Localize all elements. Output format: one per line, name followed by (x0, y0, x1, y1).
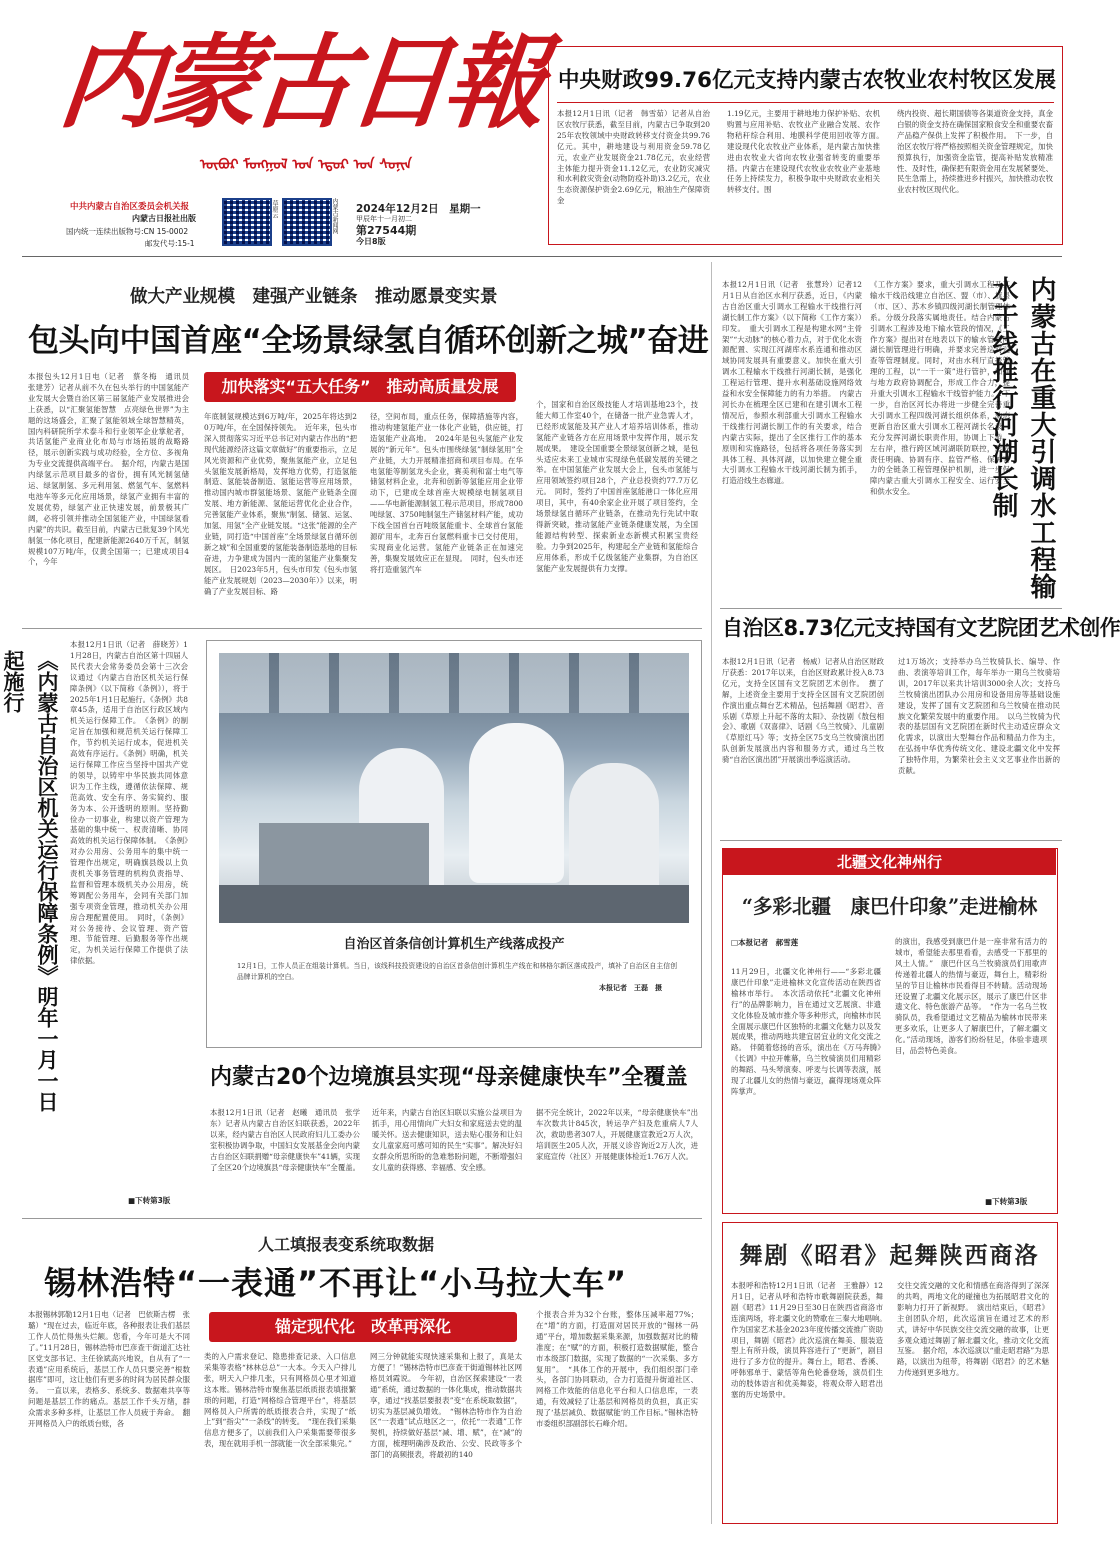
issue-date: 2024年12月2日 星期一 (356, 203, 481, 215)
page-count: 今日8版 (356, 237, 386, 246)
assembly-line-photo[interactable] (219, 653, 689, 923)
baotou-col-2: 年底制氢规模达到6万吨/年，2025年将达到20万吨/年，在全国保持领先。 近年来，包头市深入贯彻落实习近平总书记对内蒙古作出的“把现代能源经济这篇文章做好”的重要指示，立足风光资源和产业优势，聚焦氢能产业，立足包头氢能发展新格局，发挥地方优势，打造氢能制造、氢能装备制造、氢能运营等应用场景，推动国内城市群氢能场景、氢能产业链条全面发展、地方新能源、氢能运营优化企业合作，完善氢能产业体系，聚焦“制氢、储氢、运氢、加氢、用氢”全产业链发展。“这张”能源的全产业链，同打造“中国首座”全场景绿氢自循环创新之城”和全国重要的氢能装备制造基地的目标奋进，力争建成为国内一流的氢能产业集聚发展区。 日2023年5月，包头市印发《包头市氢能产业发展规划（2023—2030年）》以来，明确了产业发展目标、路 (204, 412, 357, 596)
qr-code-icon[interactable] (282, 198, 332, 246)
water-headline[interactable]: 内蒙古在重大引调水工程输水干线推行河湖长制 (988, 276, 1056, 600)
qr-label-2: 内蒙古新闻网 (331, 198, 338, 234)
zhaojun-col-2: 交往交流交融的文化和情感在商洛得到了深深的共鸣，两地文化的碰撞也为拓展昭君文化的影响力打开了新视野。 演出结束后，《昭君》主创团队介绍，此次巡演旨在通过艺术的形式，讲好中华民族交往交流交融的故事，让更多观众通过舞剧了解北疆文化，推动文化交流互鉴。 据介绍，本次巡演以“重走昭君路”为思路，以演出为纽带，将舞剧《昭君》的艺术魅力传递到更多地方。 (897, 1281, 1049, 1378)
modernization-banner: 锚定现代化 改革再深化 (209, 1312, 517, 1342)
zhaojun-headline[interactable]: 舞剧《昭君》起舞陕西商洛 (739, 1242, 1040, 1269)
top-story-box (548, 46, 1063, 245)
health-col-3: 据不完全统计，2022年以来，“母亲健康快车”出车次数共计845次，转运孕产妇及危重病人7人次，救助患者307人，开展健康宣教近2万人次，培训医生205人次，开展义诊咨询近2万人次，进家庭宣传（社区）开展健康体检近1.76万人次。 (536, 1108, 698, 1161)
beijiang-col-2: 的演出，我感受到康巴什是一座非常有活力的城市，希望能去那里看看，去感受一下那里的风土人情。” 康巴什区乌兰牧骑演员们用歌声传递着北疆人的热情与豪迈，舞台上，精彩纷呈的节目让榆林市民看得目不转睛。活动现场还设置了北疆文化展示区，展示了康巴什区非遗文化、特色旅游产品等。 “作为一名乌兰牧骑队员，我希望通过文艺精品为榆林市民带来更多欢乐，让更多人了解康巴什，了解北疆文化。”活动现场，游客们纷纷驻足，体验非遗项目，品尝特色美食。 (895, 937, 1047, 1056)
org-line-2: 内蒙古日报社出版 (132, 214, 196, 223)
top-story-col-1: 本报12月1日讯（记者 韩雪茹）记者从自治区农牧厅获悉，截至目前，内蒙古已争取到2025年农牧领域中央财政转移支付资金共99.76亿元。其中，耕地建设与利用资金59.78亿元，农业产业发展资金21.78亿元，农业经营主体能力提升资金11.12亿元，农业防灾减灾和水利救灾资金(动物防疫补助)3.2亿元，农业生态资源保护资金2.69亿元，粮油生产保障资金 (557, 109, 710, 206)
xilinhot-col-2: 类的入户需求登记、隐患排查记录、入口信息采集等表格“林林总总”一大本。今天入户排儿张，明天入户排几张，只有网格员心里才知道这本账。锡林浩特市聚焦基层纸质报表填报繁琐的问题，打造“网格综合管理平台”，将基层网格员入户所需的纸质报表合并，实现了“纸上”到“指尖”“一条线”的转变。 “现在我们采集信息方便多了，以前我们入户采集需要带很多表，现在就用手机一部就能一次全部采集完。” (204, 1352, 357, 1449)
xilinhot-kicker: 人工填报表变系统取数据 (258, 1235, 435, 1254)
regulation-headline[interactable]: 《内蒙古自治区机关运行保障条例》明年一月一日起施行 (1, 650, 59, 1112)
xilinhot-col-3: 网三分钟就能实现快速采集和上报了，真是太方便了！”锡林浩特市巴彦查干街道锡林社区网格员刘霞说。 今年初，自治区探索建设“一表通”系统，通过数据的一体化集成，推动数据共享，通过“找基层要报表”变“在系统取数据”，切实为基层减负增效。 “锡林浩特市作为自治区“一表通”试点地区之一，依托“一表通”工作契机，持续做好基层“减、增、赋”，在“减”的方面，梳理明确涉及政治、公安、民政等多个部门的高频报表，将最初的140 (370, 1352, 522, 1460)
baotou-headline[interactable]: 包头向中国首座“全场景绿氢自循环创新之城”奋进 (28, 323, 709, 359)
beijiang-byline: □本报记者 郝雪莲 (731, 938, 799, 947)
masthead-mongolian: ᠥᠪᠥᠷ ᠮᠣᠩᠭᠣᠯ ᠤᠨ ᠡᠳᠦᠷ ᠤᠨ ᠰᠣᠨᠢᠨ (200, 157, 412, 173)
masthead-title: 内蒙古日報 (53, 23, 547, 143)
org-line-1: 中共内蒙古自治区委员会机关报 (70, 202, 190, 212)
regulation-body: 本报12月1日讯（记者 薛晓芳）11月28日，内蒙古自治区第十四届人民代表大会常务委员会第十三次会议通过《内蒙古自治区机关运行保障条例》（以下简称《条例》），将于2025年1月1日起施行。《条例》共8章45条，适用于自治区行政区域内机关运行保障工作。 《条例》的制定旨在加强和规范机关运行保障工作，节约机关运行成本，促进机关高效有序运行。《条例》明确，机关运行保障工作应当坚持中国共产党的领导，以铸牢中华民族共同体意识为工作主线，遵循依法保障、规范高效、安全有序、务实简约、服务为本、公开透明的原则。坚持勤俭办一切事业，构建以资产管理为基础的集中统一、权责清晰、协同高效的机关运行保障体制。 《条例》对办公用房、公务用车的集中统一管理作出规定，明确旗县级以上负责机关事务管理的机构负责指导、监督和管理本级机关办公用房，统筹调配公务用车，会同有关部门加强专项资金管理，推动机关办公用房合理配置使用。 同时，《条例》对公务接待、会议管理、资产管理、节能管理、后勤服务等作出规定，为机关运行保障工作提供了法律依据。 (70, 640, 188, 966)
zhaojun-box (722, 1222, 1058, 1524)
photo-caption-title: 自治区首条信创计算机生产线落成投产 (343, 937, 565, 952)
baotou-col-3: 径，空间布局，重点任务，保障措施等内容，推动构建氢能产业一体化产业链，供应链，打造氢能产业高地。 2024年是包头氢能产业发展的“新元年”。包头市围绕绿氢”制绿氢用”全产业链，大力开展精准招商和项目布局。在华电氢能等制氢龙头企业，赛美利和富士电气等储氢材料企业，北奔和创新等氢能应用企业带动下，已建成全球首座大规模绿电制氢项目——华电新能源制氢工程示范项目，形成7800吨绿氢、3750吨制氢生产储氢材料产能，成功下线全国首台百吨级氢能重卡、全球首台氢能源矿用车，北奔百台氢燃料重卡已交付使用，实现商业化运营。氢能产业链条正在加速完善，集聚发展效应正在显现。 同时，包头市还将打造重氢汽车 (370, 412, 523, 574)
top-story-col-3: 绕内投资、超长期国债等各渠道资金支持，真金白银的资金支持在确保国家粮食安全和重要农畜产品稳产保供上发挥了积极作用。 下一步，自治区农牧厅将严格按照相关资金管理规定，加快预算执行，加强资金监管，提高补贴发放精准性、及时性，确保把有限资金用在发展紧要处、民生急需上，持续推进乡村振兴，加快推动农牧业农村牧区现代化。 (897, 109, 1053, 195)
baotou-col-1: 本报包头12月1日电（记者 蔡冬梅 通讯员 张建芳）记者从前不久在包头举行的中国氢能产业发展大会暨自治区第三届氢能产业发展推进会上获悉，以“汇聚氢能智慧 点亮绿色世界”为主题的这场盛会，汇聚了氢能领域全球智慧精英，国内科研院所学术泰斗和行业领军企业掌舵者，共话氢能产业商业化布局与市场拓展的战略路径，展示创新实践与成功经验，全方位、多视角为专业交流提供高端平台。 据介绍，内蒙古是国内绿氢示范项目最多的省份，拥有风光制氢储运、绿氢制氢、多元利用氢、燃氢气车、氢燃料电池车等多元化应用场景，绿氢产业拥有丰富的发展优势，绿氢产业正快速发展，前景极其广阔，必将引领并推动全国氢能产业，中国绿氢看内蒙”的共识。截至目前，内蒙古已批复39个风光制氢一体化项目，配建新能源2640万千瓦，制氢规模107万吨/年，仅黄全国第一；已建成项目4个，今年 (28, 372, 197, 567)
masthead (0, 0, 545, 255)
beijiang-banner: 北疆文化神州行 (723, 849, 1056, 875)
top-story-headline[interactable]: 中央财政99.76亿元支持内蒙古农牧业农村牧区发展 (558, 68, 1057, 93)
photo-credit: 本报记者 王磊 摄 (599, 984, 662, 992)
water-col-1: 本报12月1日讯（记者 张慧玲）记者12月1日从自治区水利厅获悉，近日，《内蒙古自治区重大引调水工程输水干线推行河湖长制工作方案》（以下简称《工作方案》）印发。 重大引调水工程是构建水网“主骨架”“大动脉”的核心着力点，对于优化水资源配置、实现江河湖库水系连通和推动区域协同发展具有重要意义。加快在重大引调水工程输水干线推行河湖长制，是强化工程运行管理、提升水利基础设施网络效益和水安全保障能力的有力举措。 内蒙古河长办在梳理全区已建和在建引调水工程情况后，参照水利部重大引调水工程输水干线推行河湖长制工作的有关要求，结合内蒙古实际，提出了全区推行工作的基本原则和实施路径，包括将各项任务落实到具体工程、具体河湖，以加快建立健全重大引调水工程输水干线河湖长制为抓手，打造沿线生态廊道。 (722, 280, 862, 486)
xilinhot-col-4: 个报表合并为32个台账，整体压减率超77%；在“增”的方面，打造面对居民开放的“锡林一码通”平台，增加数据采集来源，加强数据对比的精准度；在“赋”的方面，积极打造数据赋能，整合市本级部门数据，实现了数据的“一次采集、多方复用”。 “具体工作的开展中，我们组织部门牵头，各部门协同联动，合力打造提升街道社区、网格工作效能的信息化平台和人口信息库，一表通，有效减轻了让基层和网格员的负担，真正实现了‘基层减负、数据赋能’的工作目标。”锡林浩特市委组织部副部长石峰介绍。 (536, 1310, 698, 1429)
five-tasks-banner: 加快落实“五大任务” 推动高质量发展 (204, 372, 516, 402)
qr-label-1: 草原云 (271, 200, 278, 218)
beijiang-box (722, 848, 1058, 1214)
cn-number: 国内统一连续出版物号:CN 15-0002 (66, 227, 189, 236)
water-col-2: 《工作方案》要求，重大引调水工程及其输水干线沿线建立自治区、盟（市）、旗县（市、区）、苏木乡镇四级河湖长制管理体系。分级分段落实属地责任。结合内蒙古引调水工程涉及地下输水管段的情况，《工作方案》提出对在地表以下的输水管线河湖长制管理进行明确，并要求完善巡河巡查等管理制度。同时，对由水利厅直接管理的工程，以“一干一策”进行管护，加强与地方政府协调配合，形成工作合力，提升重大引调水工程输水干线管护能力。 下一步，自治区河长办将进一步健全完善重大引调水工程四级河湖长组织体系，动态更新自治区重大引调水工程河湖长名录，充分发挥河湖长职责作用，协调上下游、左右岸，推行跨区域河湖联防联控，形成责任明确、协调有序、监管严格、保护有力的全链条工程管理保护机制，进一步保障内蒙古重大引调水工程安全、运行安全和供水安全。 (870, 280, 1010, 497)
beijiang-jump[interactable]: ■下转第3版 (985, 1197, 1028, 1206)
health-col-2: 近年来，内蒙古自治区妇联以实施公益项目为抓手，用心用情向广大妇女和家庭送去党的温暖关怀。送去健康知识，送去贴心服务和让妇女儿童家庭可感可知的民生“实事”。解决好妇女群众所思所盼的急难愁盼问题，不断增强妇女儿童的获得感、幸福感、安全感。 (372, 1108, 522, 1172)
beijiang-headline[interactable]: “多彩北疆 康巴什印象”走进榆林 (741, 895, 1038, 918)
lunar-date: 甲辰年十一月初二 (356, 215, 412, 223)
arts-col-1: 本报12月1日讯（记者 杨威）记者从自治区财政厅获悉：2017年以来，自治区财政累计投入8.73亿元，支持全区国有文艺院团艺术创作。 撰了解，上述资金主要用于支持全区国有文艺院团创作演出重点舞台艺术精品，包括舞剧《昭君》、音乐剧《草原上升起不落的太阳》、杂技剧《敖包相会》、歌剧《双喜律》、话剧《乌兰牧骑》、儿童剧《草原红马》等；支持全区75支乌兰牧骑演出团队创新发展演出内容和服务方式，通过乌兰牧骑“自治区演出团”开展演出季巡演活动。 (722, 657, 884, 765)
photo-frame (206, 640, 702, 1048)
xilinhot-col-1: 本报锡林郭勒12月1日电（记者 巴依斯古楞 张璐）“现在过去，临近年底，各种报表让我们基层工作人员忙得焦头烂额。您看，今年可是大不同了。”11月28日，锡林浩特市巴彦查干街道汇达社区党支部书记、主任徐斌高兴地说，自从有了“一表通”应用系统后，基层工作人员只要完善“根数据库”即可，这让他们有更多的时间为居民群众服务。 一直以来，表格多、系统多、数据难共享等问题是基层工作的痛点。基层工作千头万绪，群众需求多种多样，让基层工作人员疲于奔命。 翻开网格员入户的纸质台账，各 (28, 1310, 190, 1429)
top-story-col-2: 1.19亿元，主要用于耕地地力保护补贴、农机购置与应用补贴、农牧业产业融合发展、农作物秸秆综合利用、地膜科学使用回收等方面。 建设现代化农牧业产业体系，是内蒙古加快推进由农牧业大省向农牧业强省转变的重要举措。内蒙古在建设现代农牧业农牧业产业基地任务上持续发力，积极争取中央财政农业相关转移支付。围 (727, 109, 888, 195)
arts-headline[interactable]: 自治区8.73亿元支持国有文艺院团艺术创作 (722, 616, 1120, 640)
post-code: 邮发代号:15-1 (145, 239, 195, 248)
issue-number: 第27544期 (356, 224, 417, 237)
qr-code-icon[interactable] (222, 198, 272, 246)
photo-caption-body: 12月1日，工作人员正在组装计算机。当日，该线科技投资建设的自治区首条信创计算机生产线在和林格尔新区落成投产，填补了自治区自主信创品牌计算机的空白。 (237, 962, 677, 981)
health-col-1: 本报12月1日讯（记者 赵曦 通讯员 张学东）记者从内蒙古自治区妇联获悉，2022年以来，经内蒙古自治区人民政府妇儿工委办公室积极协调争取，中国妇女发展基金会向内蒙古自治区妇联捐赠“母亲健康快车”41辆，实现了全区20个边境旗县“母亲健康快车”全覆盖。 (210, 1108, 360, 1172)
zhaojun-col-1: 本报呼和浩特12月1日讯（记者 王雅静）12月1日，记者从呼和浩特市歌舞剧院获悉，舞剧《昭君》11月29日至30日在陕西省商洛市连演两场，将北疆文化的赞歌在三秦大地唱响。 作为国家艺术基金2023年度传播交流推广资助项目，舞剧《昭君》此次巡演在舞美、服装造型上有所升级，演员阵容进行了“更新”，剧目进行了多方位的提升。舞台上，昭君、香溪、呼韩邪单于、蒙恬等角色轮番登场，演员们生动的肢体语言和优美舞姿，将观众带入昭君出塞的历史场景中。 (731, 1281, 891, 1400)
beijiang-col-1: 11月29日，北疆文化神州行——“多彩北疆 康巴什印象”走进榆林文化宣传活动在陕西省榆林市举行。 本次活动依托“北疆文化神州行”的品牌影响力，旨在通过文艺展演、非遗文化体验及城市推介等多种形式，向榆林市民全面展示康巴什区独特的北疆文化魅力以及发展成果，推动两地共建宜居宜业的文化交流之路。 伴随着悠扬的音乐，演出在《万马奔腾》《长调》中拉开帷幕，乌兰牧骑演员们用精彩的舞蹈、马头琴演奏、呼麦与长调等表演，展现了北疆儿女的热情与豪迈，赢得现场观众阵阵掌声。 (731, 967, 889, 1096)
arts-col-2: 过1万场次；支持举办乌兰牧骑队长、编导、作曲、表演等培训工作，每年举办一期乌兰牧骑培训，2017年以来共计培训3000余人次；支持乌兰牧骑演出团队办公用房和设备用房等基础设施建设，发挥了国有文艺院团和乌兰牧骑在推动民族文化繁荣发展中的重要作用。 以乌兰牧骑为代表的基层国有文艺院团在新时代主动适应群众文化需求，以演出大型舞台作品和精品力作为主，在弘扬中华优秀传统文化、建设北疆文化中发挥了独特作用，为繁荣社会主义文艺事业作出新的贡献。 (898, 657, 1060, 776)
xilinhot-headline[interactable]: 锡林浩特“一表通”不再让“小马拉大车” (44, 1264, 628, 1302)
baotou-col-4: 个，国家和自治区级技能人才培训基地23个，技能大师工作室40个，在储备一批产业急需人才，已经形成氢能及其产业人才培养培训体系，推动氢能产业链各方在应用场景中发挥作用，展示发展成果。 建设全国重要全景绿氢创新之城，是包头适应未来工业城市实现绿色低碳发展的关键之举。在中国氢能产业发展大会上，包头市氢能与应用领域签约项目28个，产业总投资约77.7万亿元。 同时，签约了中国首座氢能港口一体化应用项目，其中，有40余家企业开展了项目签约，全场景绿氢自循环产业链条，在推动先行先试中取得新突破，推动氢能产业链条健康发展，为全国能源结构转型、探索新业态新模式积累宝贵经验。力争到2025年，构建起全产业链和氢能综合应用体系，形成千亿级氢能产业集群，为自治区氢能产业发展提供有力支撑。 (536, 400, 698, 573)
health-headline[interactable]: 内蒙古20个边境旗县实现“母亲健康快车”全覆盖 (210, 1065, 688, 1090)
regulation-jump[interactable]: ■下转第3版 (128, 1196, 171, 1205)
baotou-kicker: 做大产业规模 建强产业链条 推动愿景变实景 (130, 287, 498, 307)
